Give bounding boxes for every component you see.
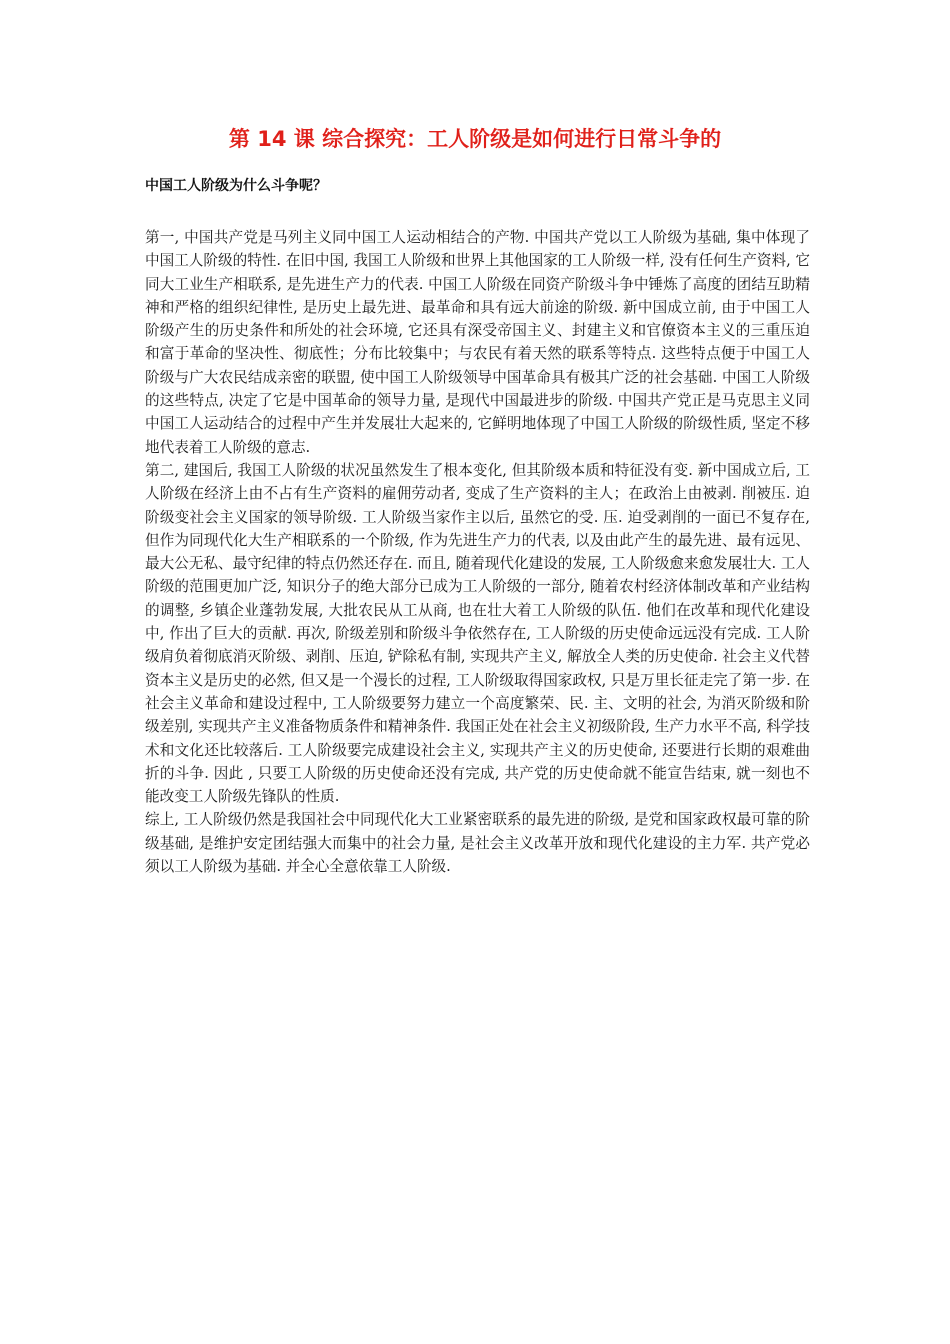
document-title: 第 14 课 综合探究：工人阶级是如何进行日常斗争的 [228,127,722,151]
paragraph-second: 第二, 建国后, 我国工人阶级的状况虽然发生了根本变化, 但其阶级本质和特征没有变. 新中国成立后, 工人阶级在经济上由不占有生产资料的雇佣劳动者, 变成了生产资料的主人；在政治上由被剥. 削被压. 迫阶级变社会主义国家的领导阶级. 工人阶级当家作主以后, 虽然它的受. 压. 迫受剥削的一面已不复存在, 但作为同现代化大生产相联系的一个阶级, 作为先进生产力的代表, 以及由此产生的最先进、最有远见、最大公无私、最守纪律的特点仍然还存在. 而且, 随着现代化建设的发展, 工人阶级愈来愈发展壮大. 工人阶级的范围更加广泛, 知识分子的绝大部分已成为工人阶级的一部分, 随着农村经济体制改革和产业结构的调整, 乡镇企业蓬勃发展, 大批农民从工从商, 也在壮大着工人阶级的队伍. 他们在改革和现代化建设中, 作出了巨大的贡献. 再次, 阶级差别和阶级斗争依然存在, 工人阶级的历史使命远远没有完成. 工人阶级肩负着彻底消灭阶级、剥削、压迫, 铲除私有制, 实现共产主义, 解放全人类的历史使命. 社会主义代替资本主义是历史的必然, 但又是一个漫长的过程, 工人阶级取得国家政权, 只是万里长征走完了第一步. 在社会主义革命和建设过程中, 工人阶级要努力建立一个高度繁荣、民. 主、文明的社会, 为消灭阶级和阶级差别, 实现共产主义准备物质条件和精神条件. 我国正处在社会主义初级阶段, 生产力水平不高, 科学技术和文化还比较落后. 工人阶级要完成建设社会主义, 实现共产主义的历史使命, 还要进行长期的艰难曲折的斗争. 因此 , 只要工人阶级的历史使命还没有完成, 共产党的历史使命就不能宣告结束, 就一刻也不能改变工人阶级先锋队的性质. [145,461,810,806]
document-body [145,226,810,878]
paragraph-conclusion: 综上, 工人阶级仍然是我国社会中同现代化大工业紧密联系的最先进的阶级, 是党和国家政权最可靠的阶级基础, 是维护安定团结强大而集中的社会力量, 是社会主义改革开放和现代化建设的主力军. 共产党必须以工人阶级为基础. 并全心全意依靠工人阶级. [145,811,810,876]
section-heading: 中国工人阶级为什么斗争呢？ [145,178,327,194]
paragraph-first: 第一, 中国共产党是马列主义同中国工人运动相结合的产物. 中国共产党以工人阶级为基础, 集中体现了中国工人阶级的特性. 在旧中国, 我国工人阶级和世界上其他国家的工人阶级一样, 没有任何生产资料, 它同大工业生产相联系, 是先进生产力的代表. 中国工人阶级在同资产阶级斗争中锤炼了高度的团结互助精神和严格的组织纪律性, 是历史上最先进、最革命和具有远大前途的阶级. 新中国成立前, 由于中国工人阶级产生的历史条件和所处的社会环境, 它还具有深受帝国主义、封建主义和官僚资本主义的三重压迫和富于革命的坚决性、彻底性；分布比较集中；与农民有着天然的联系等特点. 这些特点便于中国工人阶级与广大农民结成亲密的联盟, 使中国工人阶级领导中国革命具有极其广泛的社会基础. 中国工人阶级的这些特点, 决定了它是中国革命的领导力量, 是现代中国最进步的阶级. 中国共产党正是马克思主义同中国工人运动结合的过程中产生并发展壮大起来的, 它鲜明地体现了中国工人阶级的阶级性质, 坚定不移地代表着工人阶级的意志. [145,229,810,456]
